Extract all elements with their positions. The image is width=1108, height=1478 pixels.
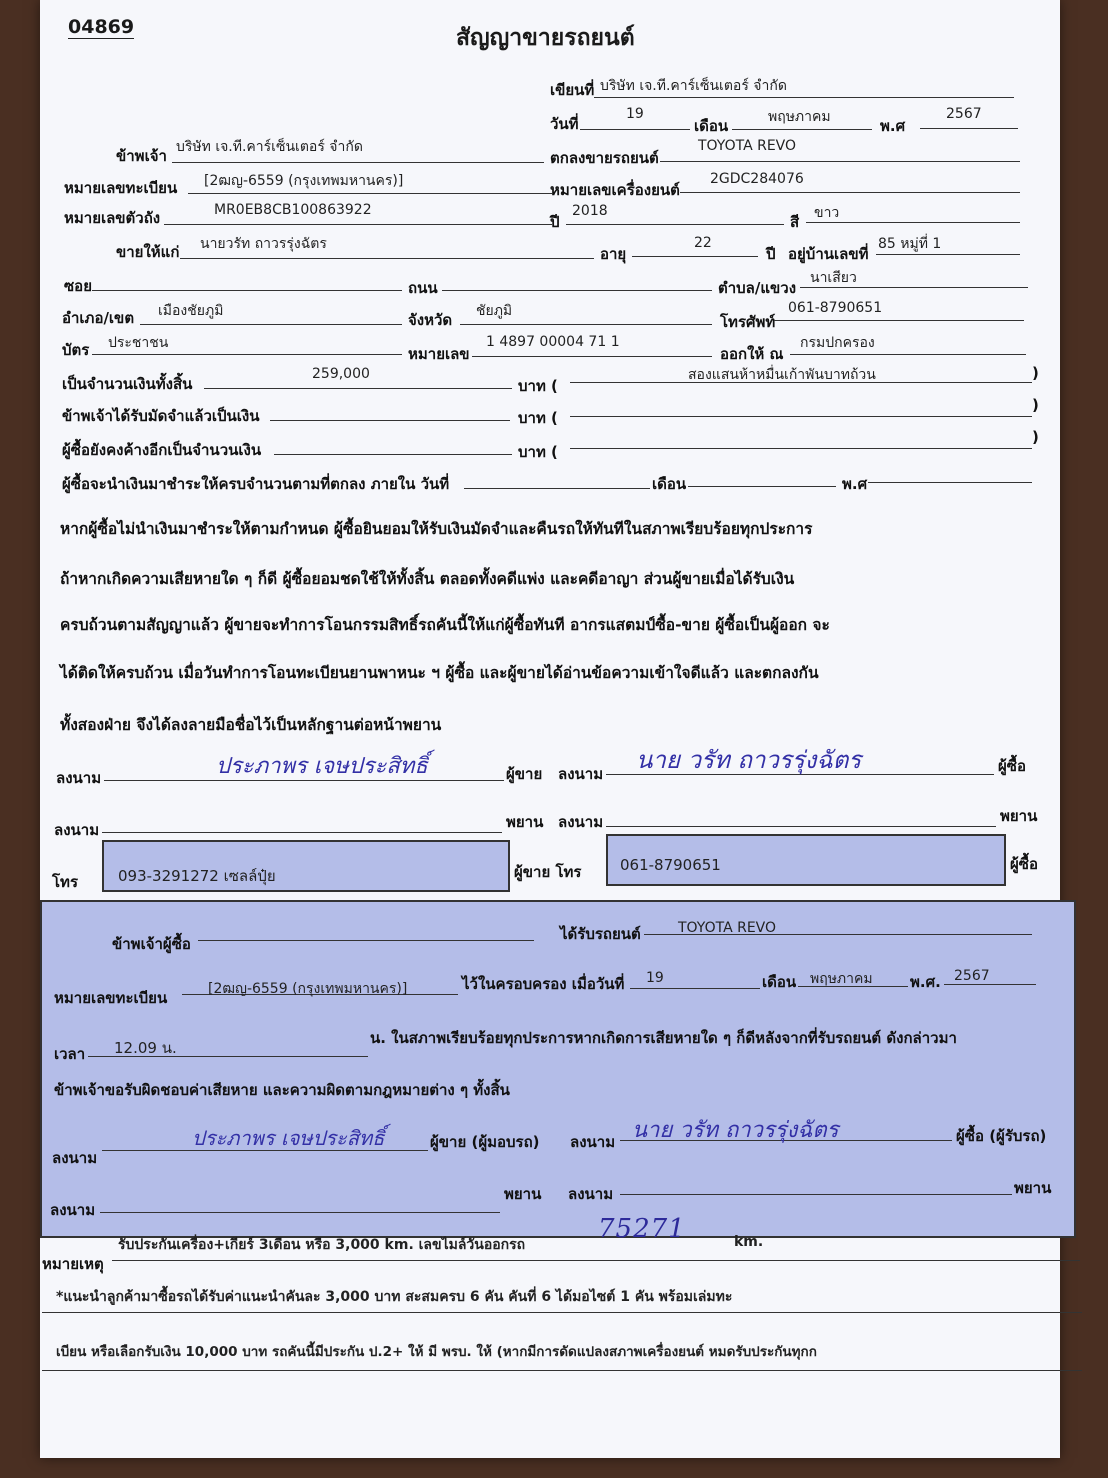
- receipt-year-label: พ.ศ.: [910, 973, 941, 991]
- receipt-day: 19: [646, 970, 664, 986]
- date-day: 19: [626, 106, 644, 122]
- buyer-district: เมืองชัยภูมิ: [158, 303, 224, 319]
- receipt-condition-text: น. ในสภาพเรียบร้อยทุกประการหากเกิดการเสียหายใด ๆ ก็ดีหลังจากที่รับรถยนต์ ดังกล่าวมา: [370, 1029, 957, 1047]
- agree-sell-label: ตกลงขายรถยนต์: [550, 149, 659, 167]
- written-at-value: บริษัท เจ.ที.คาร์เซ็นเตอร์ จำกัด: [600, 78, 787, 94]
- subdistrict-label: ตำบล/แขวง: [718, 279, 797, 297]
- buyer-signature: นาย วรัท ถาวรรุ่งฉัตร: [636, 746, 862, 774]
- buyer-name: นายวรัท ถาวรรุ่งฉัตร: [200, 236, 327, 252]
- buyer-id: 1 4897 00004 71 1: [486, 334, 620, 350]
- total-amount: 259,000: [312, 366, 370, 382]
- date-label: วันที่: [550, 115, 579, 133]
- issued-label: ออกให้ ณ: [720, 345, 784, 363]
- road-label: ถนน: [408, 279, 438, 297]
- terms-line-4: ได้ติดให้ครบถ้วน เมื่อวันทำการโอนทะเบียนยานพาหนะ ฯ ผู้ซื้อ และผู้ขายได้อ่านข้อความเข้าใจดีแล้ว และตกลงกัน: [60, 664, 819, 682]
- remaining-label: ผู้ซื้อยังคงค้างอีกเป็นจำนวนเงิน: [62, 441, 262, 459]
- buyer-subdistrict: นาเสียว: [810, 270, 857, 286]
- remaining-close-paren: ): [1032, 428, 1039, 446]
- card-type: ประชาชน: [108, 335, 169, 351]
- issued-by: กรมปกครอง: [800, 335, 875, 351]
- chassis-label: หมายเลขตัวถัง: [64, 209, 161, 227]
- receipt-responsibility-text: ข้าพเจ้าขอรับผิดชอบค่าเสียหาย และความผิดตามกฎหมายต่าง ๆ ทั้งสิ้น: [54, 1081, 510, 1099]
- total-baht-label: บาท (: [518, 377, 558, 395]
- receipt-buyer-signature: นาย วรัท ถาวรรุ่งฉัตร: [632, 1118, 839, 1143]
- notes-mileage: 75271: [598, 1214, 686, 1244]
- receipt-possession-label: ไว้ในครอบครอง เมื่อวันที่: [462, 975, 625, 993]
- receipt-plate: [2ฒญ-6559 (กรุงเทพมหานคร)]: [208, 981, 408, 997]
- seller-signature: ประภาพร เจษประสิทธิ์: [216, 754, 428, 779]
- terms-line-1: หากผู้ซื้อไม่นำเงินมาชำระให้ตามกำหนด ผู้ซื้อยินยอมให้รับเงินมัดจำและคืนรถให้ทันทีในสภาพเรียบร้อยทุกประการ: [60, 520, 813, 538]
- sign-label-seller: ลงนาม: [56, 769, 102, 787]
- buyer-phone-boxed: 061-8790651: [620, 856, 721, 874]
- receipt-sign-label-buyer: ลงนาม: [570, 1133, 616, 1151]
- receipt-plate-label: หมายเลขทะเบียน: [54, 989, 168, 1007]
- seller-phone-label: ผู้ขาย โทร: [514, 863, 582, 881]
- receipt-month: พฤษภาคม: [810, 971, 873, 987]
- buyer-role-label: ผู้ซื้อ: [998, 757, 1026, 775]
- deposit-label: ข้าพเจ้าได้รับมัดจำแล้วเป็นเงิน: [62, 407, 260, 425]
- color-label: สี: [790, 213, 800, 231]
- seller-role-label: ผู้ขาย: [506, 765, 543, 783]
- car-model: TOYOTA REVO: [698, 138, 797, 154]
- model-year: 2018: [572, 203, 608, 219]
- receipt-sign-label-witness-2: ลงนาม: [568, 1185, 614, 1203]
- card-label: บัตร: [62, 341, 90, 359]
- seller-label: ข้าพเจ้า: [116, 147, 167, 165]
- written-at-label: เขียนที่: [550, 81, 595, 99]
- terms-line-3: ครบถ้วนตามสัญญาแล้ว ผู้ขายจะทำการโอนกรรมสิทธิ์รถคันนี้ให้แก่ผู้ซื้อทันที อากรแสตมป์ซื้อ-ขาย ผู้ซื้อเป็นผู้ออก จะ: [60, 616, 830, 634]
- buyer-address: 85 หมู่ที่ 1: [878, 236, 942, 252]
- document-title: สัญญาขายรถยนต์: [456, 25, 635, 51]
- vehicle-receipt-box: [40, 900, 1076, 1238]
- car-color: ขาว: [814, 205, 840, 221]
- engine-number: 2GDC284076: [710, 171, 804, 187]
- buyer-phone: 061-8790651: [788, 300, 883, 316]
- notes-warranty: รับประกันเครื่อง+เกียร์ 3เดือน หรือ 3,000 km. เลขไมล์วันออกรถ: [118, 1237, 526, 1253]
- receipt-sign-label-seller: ลงนาม: [52, 1149, 98, 1167]
- date-year-label: พ.ศ: [880, 117, 906, 135]
- receipt-witness-1-label: พยาน: [504, 1185, 542, 1203]
- district-label: อำเภอ/เขต: [62, 309, 135, 327]
- remaining-baht-label: บาท (: [518, 443, 558, 461]
- province-label: จังหวัด: [408, 311, 453, 329]
- buyer-phone-role-label: ผู้ซื้อ: [1010, 855, 1038, 873]
- plate-number: [2ฒญ-6559 (กรุงเทพมหานคร)]: [204, 173, 404, 189]
- sign-label-witness-2: ลงนาม: [558, 813, 604, 831]
- notes-referral-2: เบียน หรือเลือกรับเงิน 10,000 บาท รถคันนี้มีประกัน ป.2+ ให้ มี พรบ. ให้ (หากมีการดัดแปลงสภาพเครื่องยนต์ หมดรับประกันทุกก: [56, 1344, 817, 1360]
- contact-phone-label: โทร: [52, 873, 79, 891]
- model-year-label: ปี: [550, 213, 560, 231]
- receipt-time-label: เวลา: [54, 1045, 86, 1063]
- receipt-buyer-label: ข้าพเจ้าผู้ซื้อ: [112, 935, 191, 953]
- date-month-label: เดือน: [694, 117, 729, 135]
- seller-phone: 093-3291272 เซลล์ปุ๋ย: [118, 867, 276, 885]
- notes-label: หมายเหตุ: [42, 1255, 104, 1273]
- buyer-province: ชัยภูมิ: [476, 303, 513, 319]
- due-date-label: ผู้ซื้อจะนำเงินมาชำระให้ครบจำนวนตามที่ตกลง ภายใน วันที่: [62, 475, 450, 493]
- date-year: 2567: [946, 106, 982, 122]
- engine-label: หมายเลขเครื่องยนต์: [550, 181, 680, 199]
- total-label: เป็นจำนวนเงินทั้งสิ้น: [62, 375, 193, 393]
- terms-line-5: ทั้งสองฝ่าย จึงได้ลงลายมือชื่อไว้เป็นหลักฐานต่อหน้าพยาน: [60, 716, 442, 734]
- receipt-car-model: TOYOTA REVO: [678, 920, 777, 936]
- notes-km: km.: [734, 1234, 764, 1250]
- total-close-paren: ): [1032, 364, 1039, 382]
- phone-label: โทรศัพท์: [720, 313, 776, 331]
- buyer-phone-box: [606, 834, 1006, 886]
- total-in-words: สองแสนห้าหมื่นเก้าพันบาทถ้วน: [688, 367, 876, 383]
- age-years-label: ปี: [766, 245, 776, 263]
- sold-to-label: ขายให้แก่: [116, 243, 180, 261]
- receipt-seller-signature: ประภาพร เจษประสิทธิ์: [192, 1126, 385, 1150]
- document-number: 04869: [68, 16, 135, 38]
- terms-line-2: ถ้าหากเกิดความเสียหายใด ๆ ก็ดี ผู้ซื้อยอมชดใช้ให้ทั้งสิ้น ตลอดทั้งคดีแพ่ง และคดีอาญา ส่วนผู้ขายเมื่อได้รับเงิน: [60, 570, 795, 588]
- notes-referral-1: *แนะนำลูกค้ามาซื้อรถได้รับค่าแนะนำคันละ 3,000 บาท สะสมครบ 6 คัน คันที่ 6 ได้มอไซต์ 1 คัน พร้อมเล่มทะ: [56, 1289, 733, 1305]
- receipt-time: 12.09 น.: [114, 1039, 177, 1057]
- receipt-received-label: ได้รับรถยนต์: [560, 925, 641, 943]
- sign-label-witness-1: ลงนาม: [54, 821, 100, 839]
- receipt-month-label: เดือน: [762, 973, 797, 991]
- date-month: พฤษภาคม: [768, 109, 831, 125]
- due-year-label: พ.ศ: [842, 475, 868, 493]
- seller-name: บริษัท เจ.ที.คาร์เซ็นเตอร์ จำกัด: [176, 139, 363, 155]
- buyer-age: 22: [694, 235, 712, 251]
- due-month-label: เดือน: [652, 475, 687, 493]
- receipt-buyer-role: ผู้ซื้อ (ผู้รับรถ): [956, 1127, 1047, 1145]
- receipt-seller-role: ผู้ขาย (ผู้มอบรถ): [430, 1133, 540, 1151]
- plate-label: หมายเลขทะเบียน: [64, 179, 178, 197]
- witness-1-label: พยาน: [506, 813, 544, 831]
- age-label: อายุ: [600, 245, 627, 263]
- receipt-year: 2567: [954, 968, 990, 984]
- deposit-baht-label: บาท (: [518, 409, 558, 427]
- receipt-sign-label-witness-1: ลงนาม: [50, 1201, 96, 1219]
- contract-paper: [40, 0, 1060, 1458]
- address-label: อยู่บ้านเลขที่: [788, 245, 869, 263]
- sign-label-buyer: ลงนาม: [558, 765, 604, 783]
- seller-phone-box: [102, 840, 510, 892]
- deposit-close-paren: ): [1032, 396, 1039, 414]
- id-label: หมายเลข: [408, 345, 470, 363]
- soi-label: ซอย: [64, 277, 92, 295]
- chassis-number: MR0EB8CB100863922: [214, 202, 372, 218]
- receipt-witness-2-label: พยาน: [1014, 1179, 1052, 1197]
- witness-2-label: พยาน: [1000, 807, 1038, 825]
